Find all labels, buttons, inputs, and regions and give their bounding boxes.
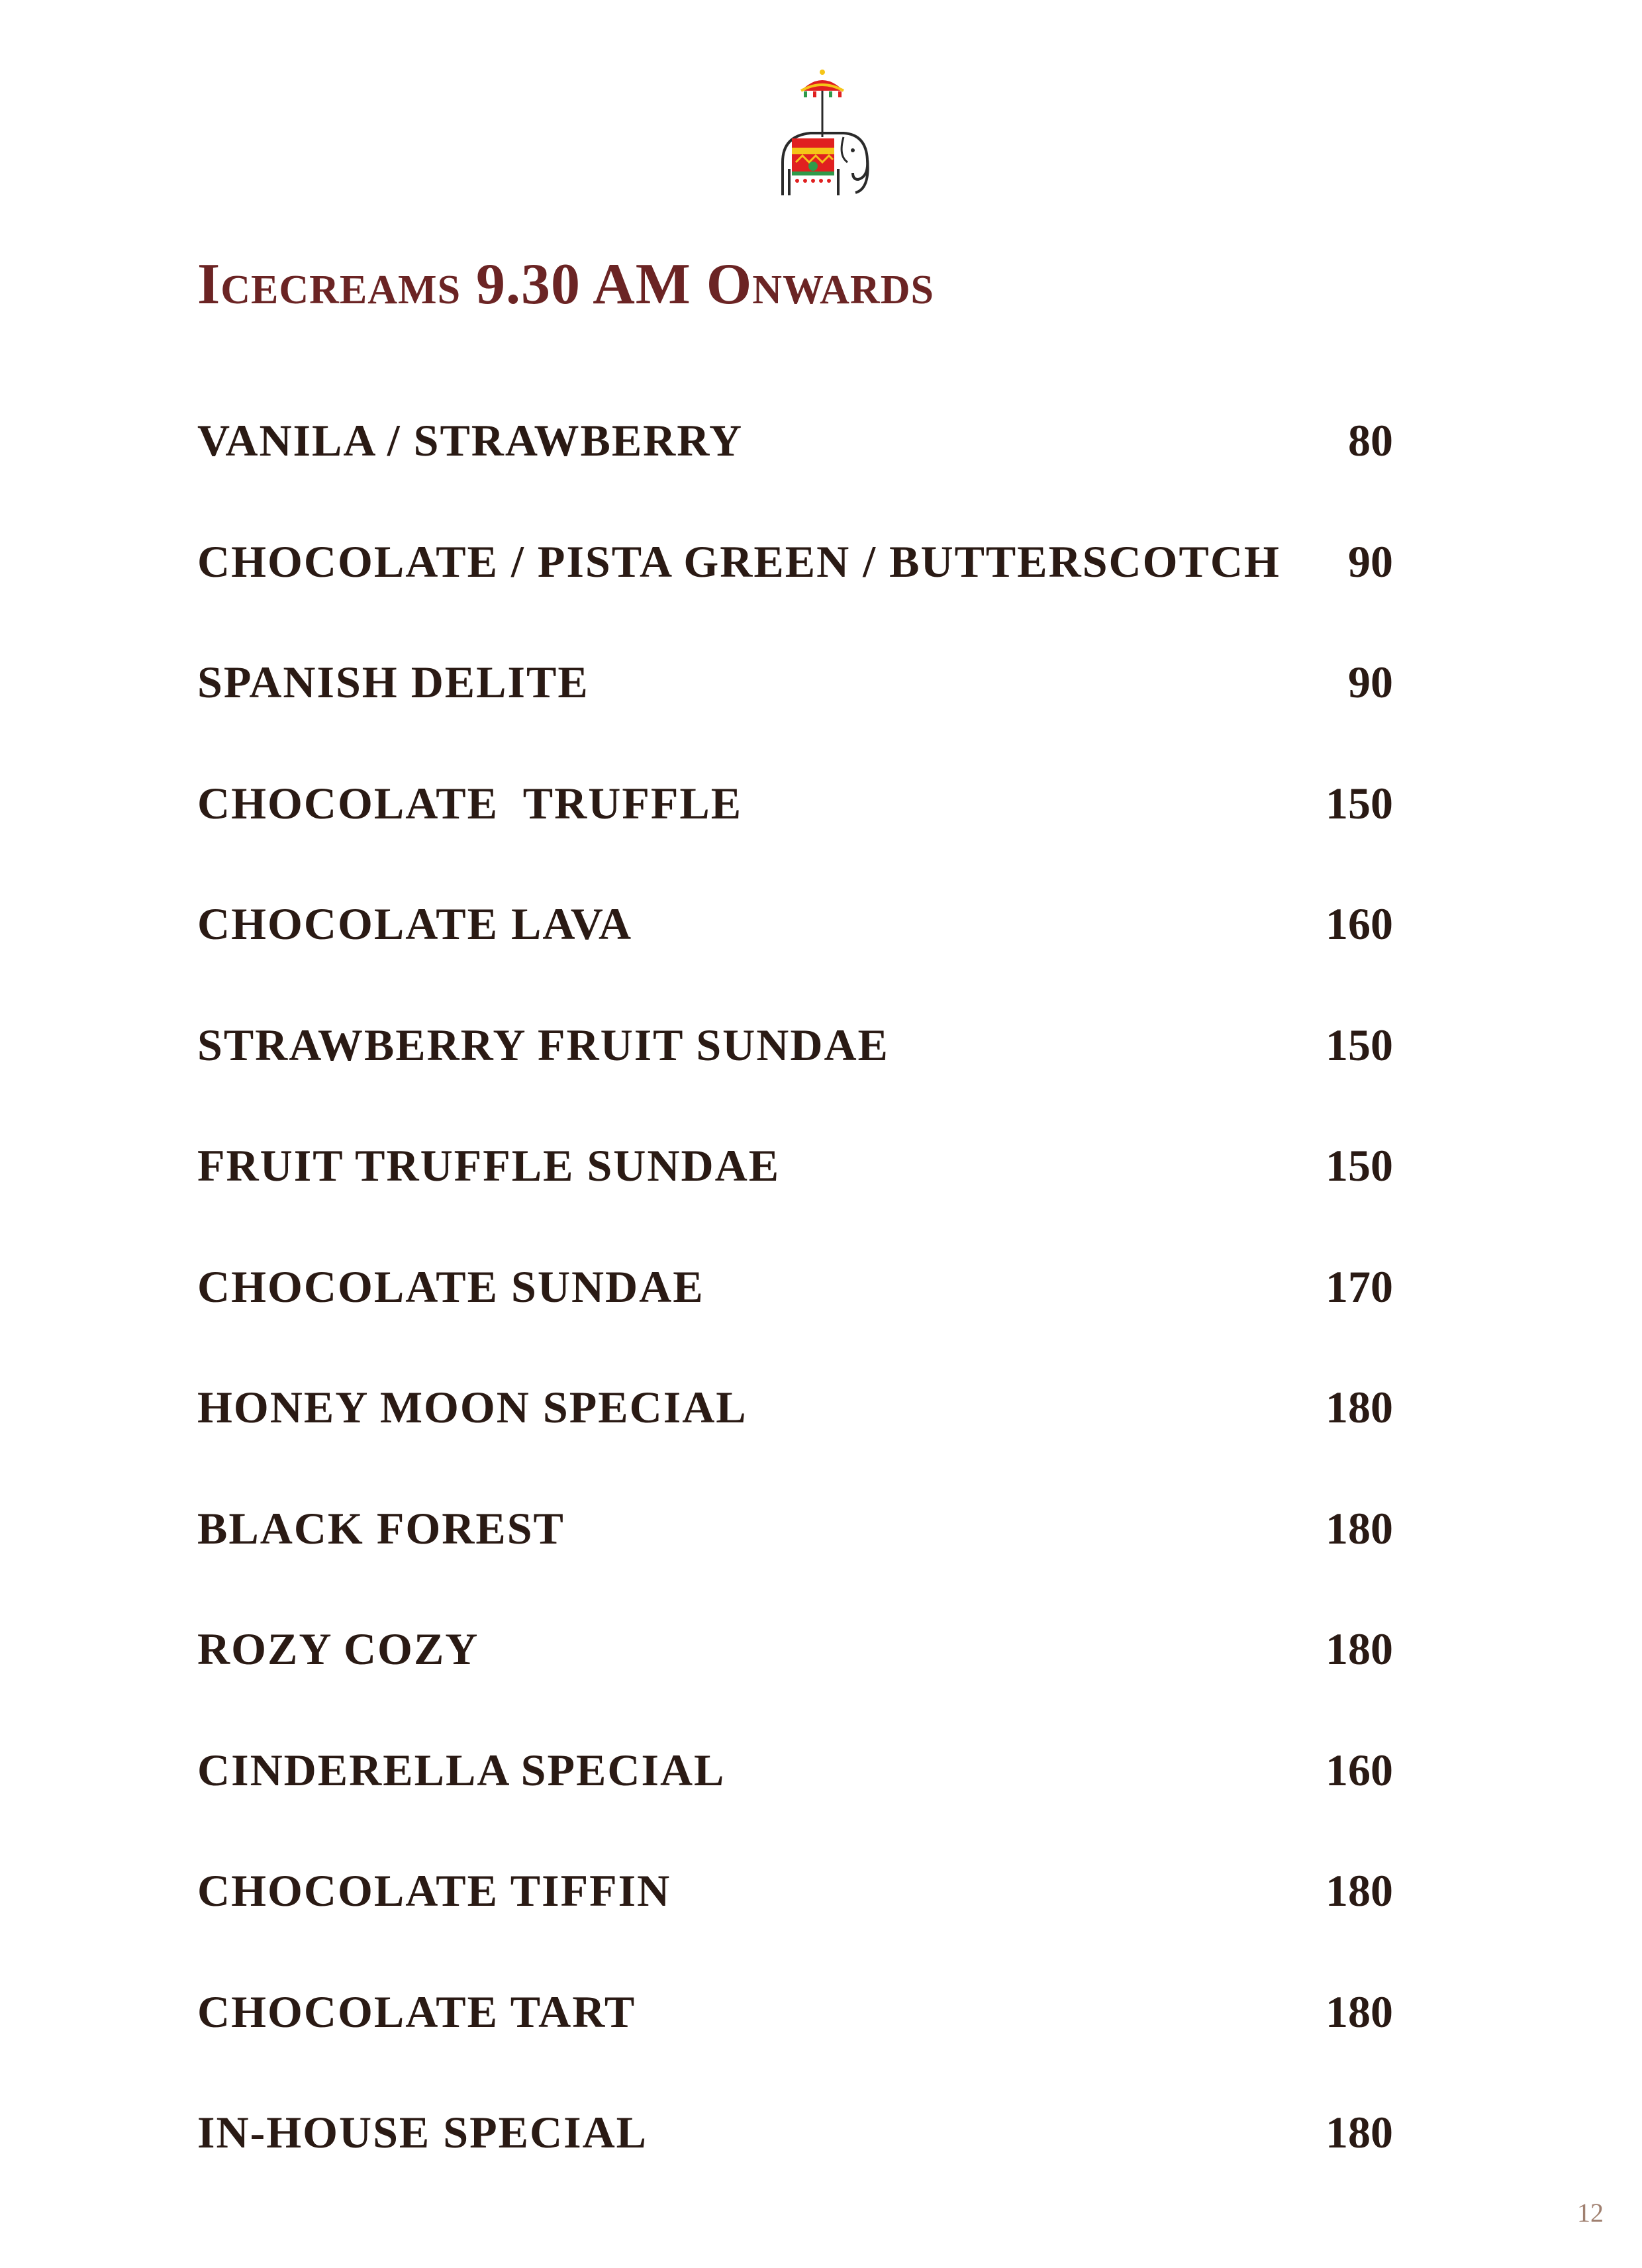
menu-item-name: IN-HOUSE SPECIAL bbox=[197, 2107, 648, 2158]
menu-item-name: HONEY MOON SPECIAL bbox=[197, 1382, 748, 1433]
menu-item-name: CHOCOLATE TIFFIN bbox=[197, 1865, 671, 1916]
menu-item-name: FRUIT TRUFFLE SUNDAE bbox=[197, 1140, 781, 1191]
menu-item bbox=[197, 985, 1393, 1106]
menu-item-name: CHOCOLATE / PISTA GREEN / BUTTERSCOTCH bbox=[197, 536, 1280, 587]
menu-item-name: CINDERELLA SPECIAL bbox=[197, 1744, 726, 1795]
menu-item bbox=[197, 1105, 1393, 1226]
menu-item bbox=[197, 380, 1393, 501]
menu-item-price: 170 bbox=[1326, 1261, 1393, 1312]
menu-item-name: VANILA / STRAWBERRY bbox=[197, 415, 744, 466]
menu-item-price: 180 bbox=[1326, 1624, 1393, 1675]
menu-item-price: 160 bbox=[1326, 899, 1393, 950]
menu-item-name: CHOCOLATE TRUFFLE bbox=[197, 777, 743, 828]
menu-item-name: SPANISH DELITE bbox=[197, 657, 589, 708]
menu-item-price: 180 bbox=[1326, 1503, 1393, 1553]
elephant-umbrella-icon bbox=[769, 63, 875, 212]
menu-item-price: 180 bbox=[1326, 2107, 1393, 2158]
menu-item-price: 180 bbox=[1326, 1382, 1393, 1433]
menu-item-price: 180 bbox=[1326, 1986, 1393, 2037]
menu-item bbox=[197, 1589, 1393, 1710]
page-number: 12 bbox=[1577, 2198, 1604, 2228]
menu-item bbox=[197, 501, 1393, 622]
menu-item-name: CHOCOLATE LAVA bbox=[197, 899, 633, 950]
menu-item-price: 150 bbox=[1326, 1019, 1393, 1070]
menu-item-name: CHOCOLATE SUNDAE bbox=[197, 1261, 704, 1312]
menu-item-name: BLACK FOREST bbox=[197, 1503, 565, 1553]
menu-item-price: 90 bbox=[1348, 657, 1393, 708]
menu-item bbox=[197, 1710, 1393, 1831]
menu-item-name: ROZY COZY bbox=[197, 1624, 479, 1675]
menu-item bbox=[197, 1830, 1393, 1951]
menu-item bbox=[197, 1226, 1393, 1348]
menu-list bbox=[197, 380, 1393, 2193]
menu-item bbox=[197, 2072, 1393, 2193]
menu-item bbox=[197, 743, 1393, 864]
menu-item-price: 150 bbox=[1326, 1140, 1393, 1191]
menu-item bbox=[197, 1951, 1393, 2073]
menu-item bbox=[197, 622, 1393, 743]
page-title: Icecreams 9.30 AM Onwards bbox=[197, 252, 934, 317]
menu-item-name: STRAWBERRY FRUIT SUNDAE bbox=[197, 1019, 889, 1070]
menu-item-price: 150 bbox=[1326, 777, 1393, 828]
menu-item-price: 90 bbox=[1348, 536, 1393, 587]
menu-item bbox=[197, 1347, 1393, 1468]
menu-item-name: CHOCOLATE TART bbox=[197, 1986, 636, 2037]
menu-item bbox=[197, 863, 1393, 985]
menu-item-price: 80 bbox=[1348, 415, 1393, 466]
menu-item-price: 160 bbox=[1326, 1744, 1393, 1795]
menu-item bbox=[197, 1468, 1393, 1589]
menu-item-price: 180 bbox=[1326, 1865, 1393, 1916]
